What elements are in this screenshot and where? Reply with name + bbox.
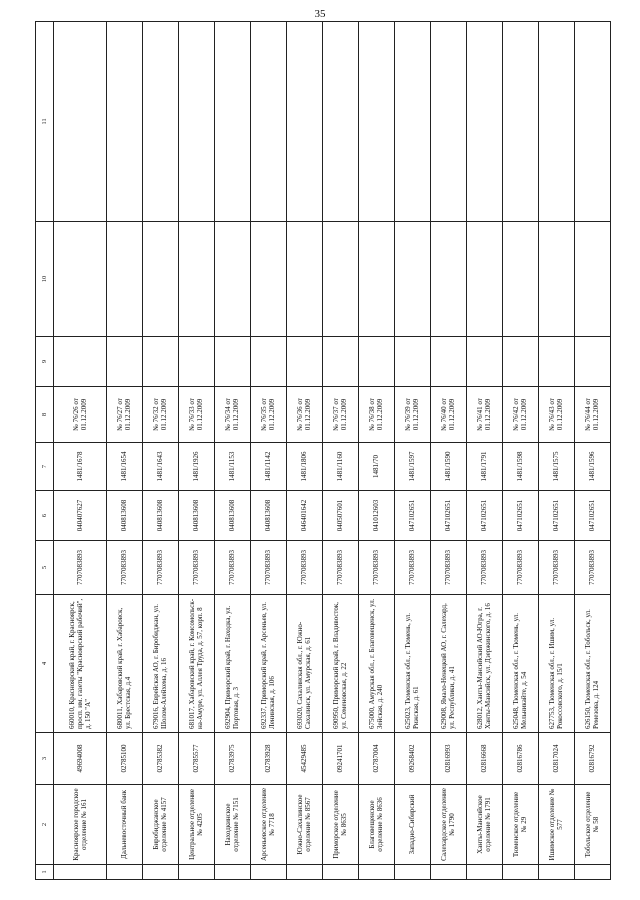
table-row	[54, 22, 107, 880]
address-cell: 675000, Амурская обл., г. Благовещенск, ул. Зейская, д. 240	[358, 595, 394, 733]
okpo-code-cell: 49694008	[54, 733, 107, 785]
registration-number-cell: 1481/1791	[466, 443, 502, 491]
inn-cell: 7707083893	[430, 541, 466, 595]
inn-cell: 7707083893	[106, 541, 142, 595]
document-reference-cell: № 76/38 от 01.12.2009	[358, 387, 394, 443]
okpo-code-cell: 09241701	[322, 733, 358, 785]
column-number-row	[36, 22, 54, 880]
row-number-cell	[394, 865, 430, 880]
empty-cell	[466, 22, 502, 222]
branch-name-cell: Арсеньевское отделение № 7718	[250, 785, 286, 865]
table-row	[250, 22, 286, 880]
empty-cell	[538, 222, 574, 337]
branch-name-cell: Тюменское отделение № 29	[502, 785, 538, 865]
empty-cell	[394, 222, 430, 337]
empty-cell	[430, 337, 466, 387]
column-number: 10	[36, 222, 54, 337]
document-reference-cell: № 76/35 от 01.12.2009	[250, 387, 286, 443]
document-reference-cell: № 76/27 от 01.12.2009	[106, 387, 142, 443]
column-number: 11	[36, 22, 54, 222]
empty-cell	[502, 222, 538, 337]
column-number: 2	[36, 785, 54, 865]
document-reference-cell: № 76/34 от 01.12.2009	[214, 387, 250, 443]
registration-number-cell: 1481/1806	[286, 443, 322, 491]
column-number: 9	[36, 337, 54, 387]
branch-name-cell: Южно-Сахалинское отделение № 8567	[286, 785, 322, 865]
inn-cell: 7707083893	[502, 541, 538, 595]
empty-cell	[178, 222, 214, 337]
empty-cell	[430, 222, 466, 337]
table-row	[502, 22, 538, 880]
document-reference-cell: № 76/37 от 01.12.2009	[322, 387, 358, 443]
empty-cell	[538, 337, 574, 387]
bik-cell: 046401642	[286, 491, 322, 541]
branch-name-cell: Биробиджанское отделение № 4157	[142, 785, 178, 865]
table-row	[574, 22, 610, 880]
okpo-code-cell: 02817024	[538, 733, 574, 785]
address-cell: 625048, Тюменская обл., г. Тюмень, ул. Мельникайте, д. 54	[502, 595, 538, 733]
table-row	[430, 22, 466, 880]
empty-cell	[502, 22, 538, 222]
row-number-cell	[214, 865, 250, 880]
branch-name-cell: Приморское отделение № 8635	[322, 785, 358, 865]
empty-cell	[214, 22, 250, 222]
empty-cell	[502, 337, 538, 387]
document-reference-cell: № 76/44 от 01.12.2009	[574, 387, 610, 443]
table-row	[466, 22, 502, 880]
okpo-code-cell: 02785577	[178, 733, 214, 785]
row-number-cell	[286, 865, 322, 880]
inn-cell: 7707083893	[214, 541, 250, 595]
empty-cell	[466, 337, 502, 387]
okpo-code-cell: 02787004	[358, 733, 394, 785]
address-cell: 693020, Сахалинская обл., г. Южно-Сахалинск, ул. Амурская, д. 61	[286, 595, 322, 733]
empty-cell	[358, 22, 394, 222]
empty-cell	[214, 337, 250, 387]
document-reference-cell: № 76/43 от 01.12.2009	[538, 387, 574, 443]
okpo-code-cell: 02816668	[466, 733, 502, 785]
document-reference-cell: № 76/42 от 01.12.2009	[502, 387, 538, 443]
empty-cell	[574, 222, 610, 337]
empty-cell	[106, 222, 142, 337]
table-row	[394, 22, 430, 880]
column-number: 5	[36, 541, 54, 595]
table-body	[54, 22, 611, 880]
empty-cell	[54, 22, 107, 222]
document-reference-cell: № 76/39 от 01.12.2009	[394, 387, 430, 443]
address-cell: 692337, Приморский край, г. Арсеньев, ул. Ленинская, д. 106	[250, 595, 286, 733]
bik-cell: 047102651	[466, 491, 502, 541]
registration-number-cell: 1481/1575	[538, 443, 574, 491]
empty-cell	[106, 22, 142, 222]
inn-cell: 7707083893	[466, 541, 502, 595]
bik-cell: 040813608	[142, 491, 178, 541]
column-number: 8	[36, 387, 54, 443]
bik-cell: 047102651	[502, 491, 538, 541]
bik-cell: 040813608	[106, 491, 142, 541]
row-number-cell	[250, 865, 286, 880]
empty-cell	[178, 22, 214, 222]
empty-cell	[358, 222, 394, 337]
row-number-cell	[358, 865, 394, 880]
address-cell: 627753, Тюменская обл., г. Ишим, ул. Рокоссовского, д. 15/1	[538, 595, 574, 733]
branch-name-cell: Благовещенское отделение № 8636	[358, 785, 394, 865]
empty-cell	[142, 222, 178, 337]
okpo-code-cell: 02785100	[106, 733, 142, 785]
empty-cell	[286, 22, 322, 222]
okpo-code-cell: 45429485	[286, 733, 322, 785]
bik-cell: 040813608	[178, 491, 214, 541]
empty-cell	[394, 337, 430, 387]
address-cell: 679016, Еврейская АО, г. Биробиджан, ул. Шолом-Алейхема, д. 16	[142, 595, 178, 733]
row-number-cell	[142, 865, 178, 880]
document-reference-cell: № 76/32 от 01.12.2009	[142, 387, 178, 443]
address-cell: 681017, Хабаровский край, г. Комсомольск-на-Амуре, ул. Аллея Труда, д. 57, корп. 8	[178, 595, 214, 733]
registration-number-cell: 1481/1926	[178, 443, 214, 491]
bik-cell: 047102651	[430, 491, 466, 541]
bik-cell: 047102651	[574, 491, 610, 541]
registry-table	[35, 21, 611, 880]
column-number: 1	[36, 865, 54, 880]
bik-cell: 040507601	[322, 491, 358, 541]
branch-name-cell: Дальневосточный банк	[106, 785, 142, 865]
table-row	[322, 22, 358, 880]
empty-cell	[178, 337, 214, 387]
inn-cell: 7707083893	[574, 541, 610, 595]
address-cell: 629008, Ямало-Ненецкий АО, г. Салехард, ул. Республики, д. 41	[430, 595, 466, 733]
column-number: 3	[36, 733, 54, 785]
registration-number-cell: 1481/1654	[106, 443, 142, 491]
bik-cell: 041012603	[358, 491, 394, 541]
inn-cell: 7707083893	[142, 541, 178, 595]
empty-cell	[538, 22, 574, 222]
okpo-code-cell: 02816786	[502, 733, 538, 785]
empty-cell	[322, 222, 358, 337]
column-number: 4	[36, 595, 54, 733]
bik-cell: 040813608	[250, 491, 286, 541]
document-reference-cell: № 76/41 от 01.12.2009	[466, 387, 502, 443]
branch-name-cell: Салехардское отделение № 1790	[430, 785, 466, 865]
table-row	[214, 22, 250, 880]
table-row	[106, 22, 142, 880]
registration-number-cell: 1481/1678	[54, 443, 107, 491]
branch-name-cell: Ханты-Мансийское отделение № 1791	[466, 785, 502, 865]
registration-number-cell: 1481/1597	[394, 443, 430, 491]
inn-cell: 7707083893	[54, 541, 107, 595]
branch-name-cell: Находкинское отделение № 7151	[214, 785, 250, 865]
row-number-cell	[322, 865, 358, 880]
empty-cell	[430, 22, 466, 222]
empty-cell	[394, 22, 430, 222]
branch-name-cell: Западно-Сибирский	[394, 785, 430, 865]
table-row	[358, 22, 394, 880]
registration-number-cell: 1481/1590	[430, 443, 466, 491]
document-reference-cell: № 76/40 от 01.12.2009	[430, 387, 466, 443]
address-cell: 692904, Приморский край, г. Находка, ул. Портовая, д. 3	[214, 595, 250, 733]
bik-cell: 040813608	[214, 491, 250, 541]
okpo-code-cell: 02816993	[430, 733, 466, 785]
empty-cell	[250, 337, 286, 387]
empty-cell	[322, 22, 358, 222]
okpo-code-cell: 02785382	[142, 733, 178, 785]
document-reference-cell: № 76/36 от 01.12.2009	[286, 387, 322, 443]
empty-cell	[286, 337, 322, 387]
inn-cell: 7707083893	[322, 541, 358, 595]
branch-name-cell: Красноярское городское отделение № 161	[54, 785, 107, 865]
registration-number-cell: 1481/1598	[502, 443, 538, 491]
registration-number-cell: 1481/1160	[322, 443, 358, 491]
page-number: 35	[314, 8, 326, 20]
column-number: 6	[36, 491, 54, 541]
inn-cell: 7707083893	[286, 541, 322, 595]
empty-cell	[214, 222, 250, 337]
registration-number-cell: 1481/1153	[214, 443, 250, 491]
empty-cell	[250, 22, 286, 222]
bik-cell: 047102651	[394, 491, 430, 541]
inn-cell: 7707083893	[250, 541, 286, 595]
bik-cell: 040407627	[54, 491, 107, 541]
inn-cell: 7707083893	[358, 541, 394, 595]
empty-cell	[142, 337, 178, 387]
okpo-code-cell: 02816792	[574, 733, 610, 785]
inn-cell: 7707083893	[394, 541, 430, 595]
empty-cell	[574, 22, 610, 222]
row-number-cell	[538, 865, 574, 880]
row-number-cell	[502, 865, 538, 880]
branch-name-cell: Центральное отделение № 4205	[178, 785, 214, 865]
inn-cell: 7707083893	[178, 541, 214, 595]
address-cell: 680011, Хабаровский край, г. Хабаровск, ул. Брестская, д.4	[106, 595, 142, 733]
table-row	[142, 22, 178, 880]
address-cell: 660010, Красноярский край, г. Красноярск, просп. им. газеты "Красноярский рабочий", д. 150 "А"	[54, 595, 107, 733]
table-row	[286, 22, 322, 880]
table-row	[538, 22, 574, 880]
address-cell: 625023, Тюменская обл., г. Тюмень, ул. Рижская, д. 61	[394, 595, 430, 733]
document-reference-cell: № 76/33 от 01.12.2009	[178, 387, 214, 443]
empty-cell	[286, 222, 322, 337]
branch-name-cell: Тобольское отделение № 58	[574, 785, 610, 865]
registration-number-cell: 1481/70	[358, 443, 394, 491]
empty-cell	[54, 222, 107, 337]
empty-cell	[574, 337, 610, 387]
inn-cell: 7707083893	[538, 541, 574, 595]
document-reference-cell: № 76/26 от 01.12.2009	[54, 387, 107, 443]
bik-cell: 047102651	[538, 491, 574, 541]
address-cell: 626150, Тюменская обл., г. Тобольск, ул. Ремезова, д. 124	[574, 595, 610, 733]
column-number: 7	[36, 443, 54, 491]
okpo-code-cell: 09268402	[394, 733, 430, 785]
address-cell: 690950, Приморский край, г. Владивосток, ул. Семеновская, д. 22	[322, 595, 358, 733]
empty-cell	[322, 337, 358, 387]
table-row	[178, 22, 214, 880]
registration-number-cell: 1481/1142	[250, 443, 286, 491]
empty-cell	[54, 337, 107, 387]
empty-cell	[106, 337, 142, 387]
row-number-cell	[574, 865, 610, 880]
empty-cell	[466, 222, 502, 337]
empty-cell	[358, 337, 394, 387]
row-number-cell	[106, 865, 142, 880]
branch-name-cell: Ишимское отделение № 577	[538, 785, 574, 865]
okpo-code-cell: 02783928	[250, 733, 286, 785]
registry-table-container	[35, 22, 611, 880]
row-number-cell	[430, 865, 466, 880]
row-number-cell	[178, 865, 214, 880]
empty-cell	[250, 222, 286, 337]
okpo-code-cell: 02783975	[214, 733, 250, 785]
address-cell: 628012, Ханты-Мансийский АО-Югра, г. Ханты-Мансийск, ул. Дзержинского, д. 16	[466, 595, 502, 733]
registration-number-cell: 1481/1596	[574, 443, 610, 491]
row-number-cell	[466, 865, 502, 880]
empty-cell	[142, 22, 178, 222]
row-number-cell	[54, 865, 107, 880]
registration-number-cell: 1481/1643	[142, 443, 178, 491]
